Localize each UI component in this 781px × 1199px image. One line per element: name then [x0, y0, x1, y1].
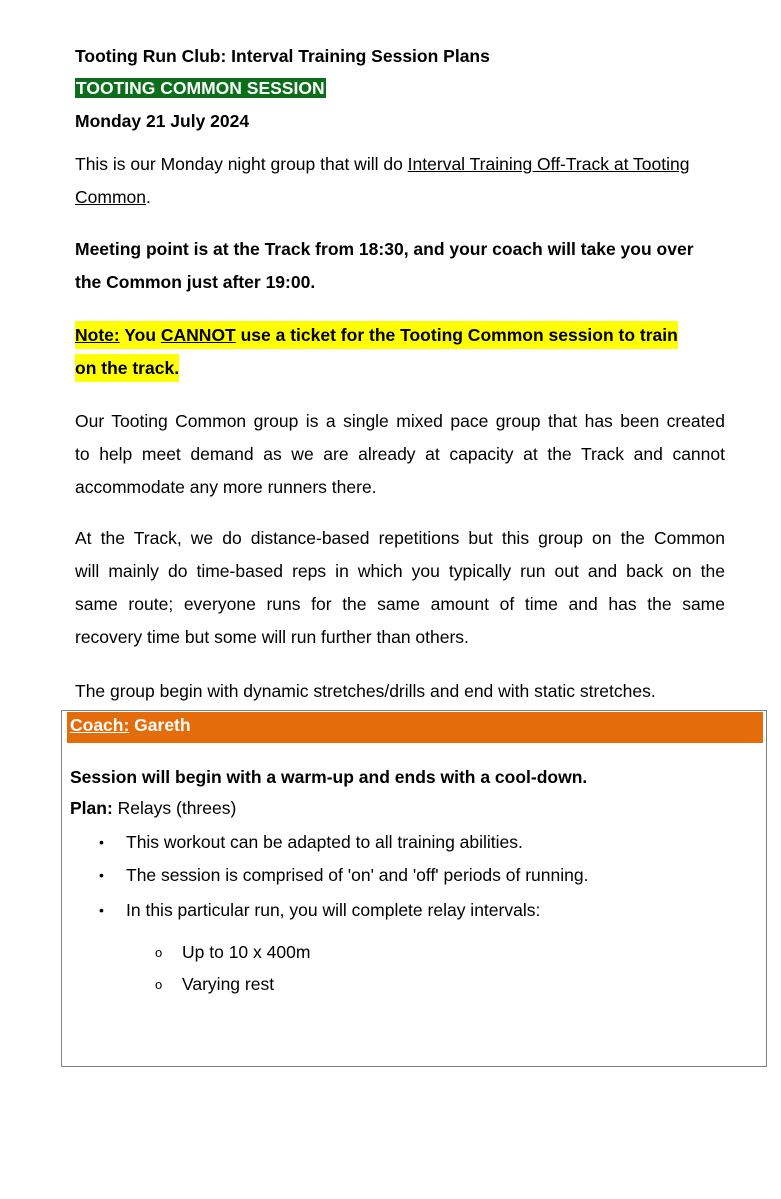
intro-end: . — [146, 187, 151, 207]
session-note: Session will begin with a warm-up and ends with a cool-down. — [70, 767, 588, 787]
note-text-1: You — [119, 325, 161, 345]
sub-bullet-text: Varying rest — [182, 974, 275, 994]
session-label-highlight: TOOTING COMMON SESSION — [76, 78, 325, 98]
plan-line — [70, 797, 236, 819]
sub-bullet-icon: o — [155, 945, 163, 960]
note-text-2: use a ticket for the Tooting Common session to train — [235, 325, 678, 345]
interval-training-link[interactable]: Interval Training Off-Track at Tooting — [407, 154, 690, 174]
coach-heading — [70, 714, 191, 736]
plan-label: Plan: — [70, 798, 113, 818]
document-title: Tooting Run Club: Interval Training Session Plans — [75, 46, 490, 66]
note-emphasis: CANNOT — [160, 325, 236, 345]
track-line: At the Track, we do distance-based repetitions but this group on the Common — [75, 528, 725, 548]
track-line: same route; everyone runs for the same amount of time and has the same — [75, 594, 725, 614]
coach-bar — [67, 712, 763, 743]
bullet-text: The session is comprised of 'on' and 'off' periods of running. — [126, 865, 589, 885]
bullet-icon: • — [99, 867, 104, 883]
note-label: Note: — [75, 325, 120, 345]
bullet-icon: • — [99, 902, 104, 918]
coach-label: Coach: — [70, 715, 130, 735]
bullet-text: In this particular run, you will complete relay intervals: — [126, 900, 541, 920]
track-paragraph — [75, 522, 725, 654]
group-line: accommodate any more runners there. — [75, 477, 377, 497]
coach-box — [61, 710, 767, 1067]
group-line: to help meet demand as we are already at capacity at the Track and cannot — [75, 444, 725, 464]
bullet-icon: • — [99, 834, 104, 850]
plan-value: Relays (threes) — [112, 798, 237, 818]
track-line: will mainly do time-based reps in which you typically run out and back on the — [75, 561, 725, 581]
intro-text: This is our Monday night group that will do — [75, 154, 408, 174]
note-line-1 — [75, 324, 678, 346]
track-line: recovery time but some will run further than others. — [75, 627, 469, 647]
stretches-paragraph: The group begin with dynamic stretches/drills and end with static stretches. — [75, 681, 656, 701]
meeting-point-line-2: the Common just after 19:00. — [75, 272, 316, 292]
session-date: Monday 21 July 2024 — [75, 111, 250, 131]
group-line: Our Tooting Common group is a single mixed pace group that has been created — [75, 411, 725, 431]
intro-line-2 — [75, 186, 151, 208]
note-line-2-text: on the track. — [75, 354, 179, 382]
sub-bullet-text: Up to 10 x 400m — [182, 942, 311, 962]
group-paragraph — [75, 405, 725, 504]
interval-training-link-cont[interactable]: Common — [75, 187, 146, 207]
bullet-text: This workout can be adapted to all training abilities. — [126, 832, 523, 852]
note-line-2 — [75, 357, 179, 379]
session-label — [75, 77, 326, 99]
sub-bullet-icon: o — [155, 977, 163, 992]
coach-name: Gareth — [129, 715, 191, 735]
intro-line-1 — [75, 153, 689, 175]
meeting-point-line-1: Meeting point is at the Track from 18:30, and your coach will take you over — [75, 239, 694, 259]
